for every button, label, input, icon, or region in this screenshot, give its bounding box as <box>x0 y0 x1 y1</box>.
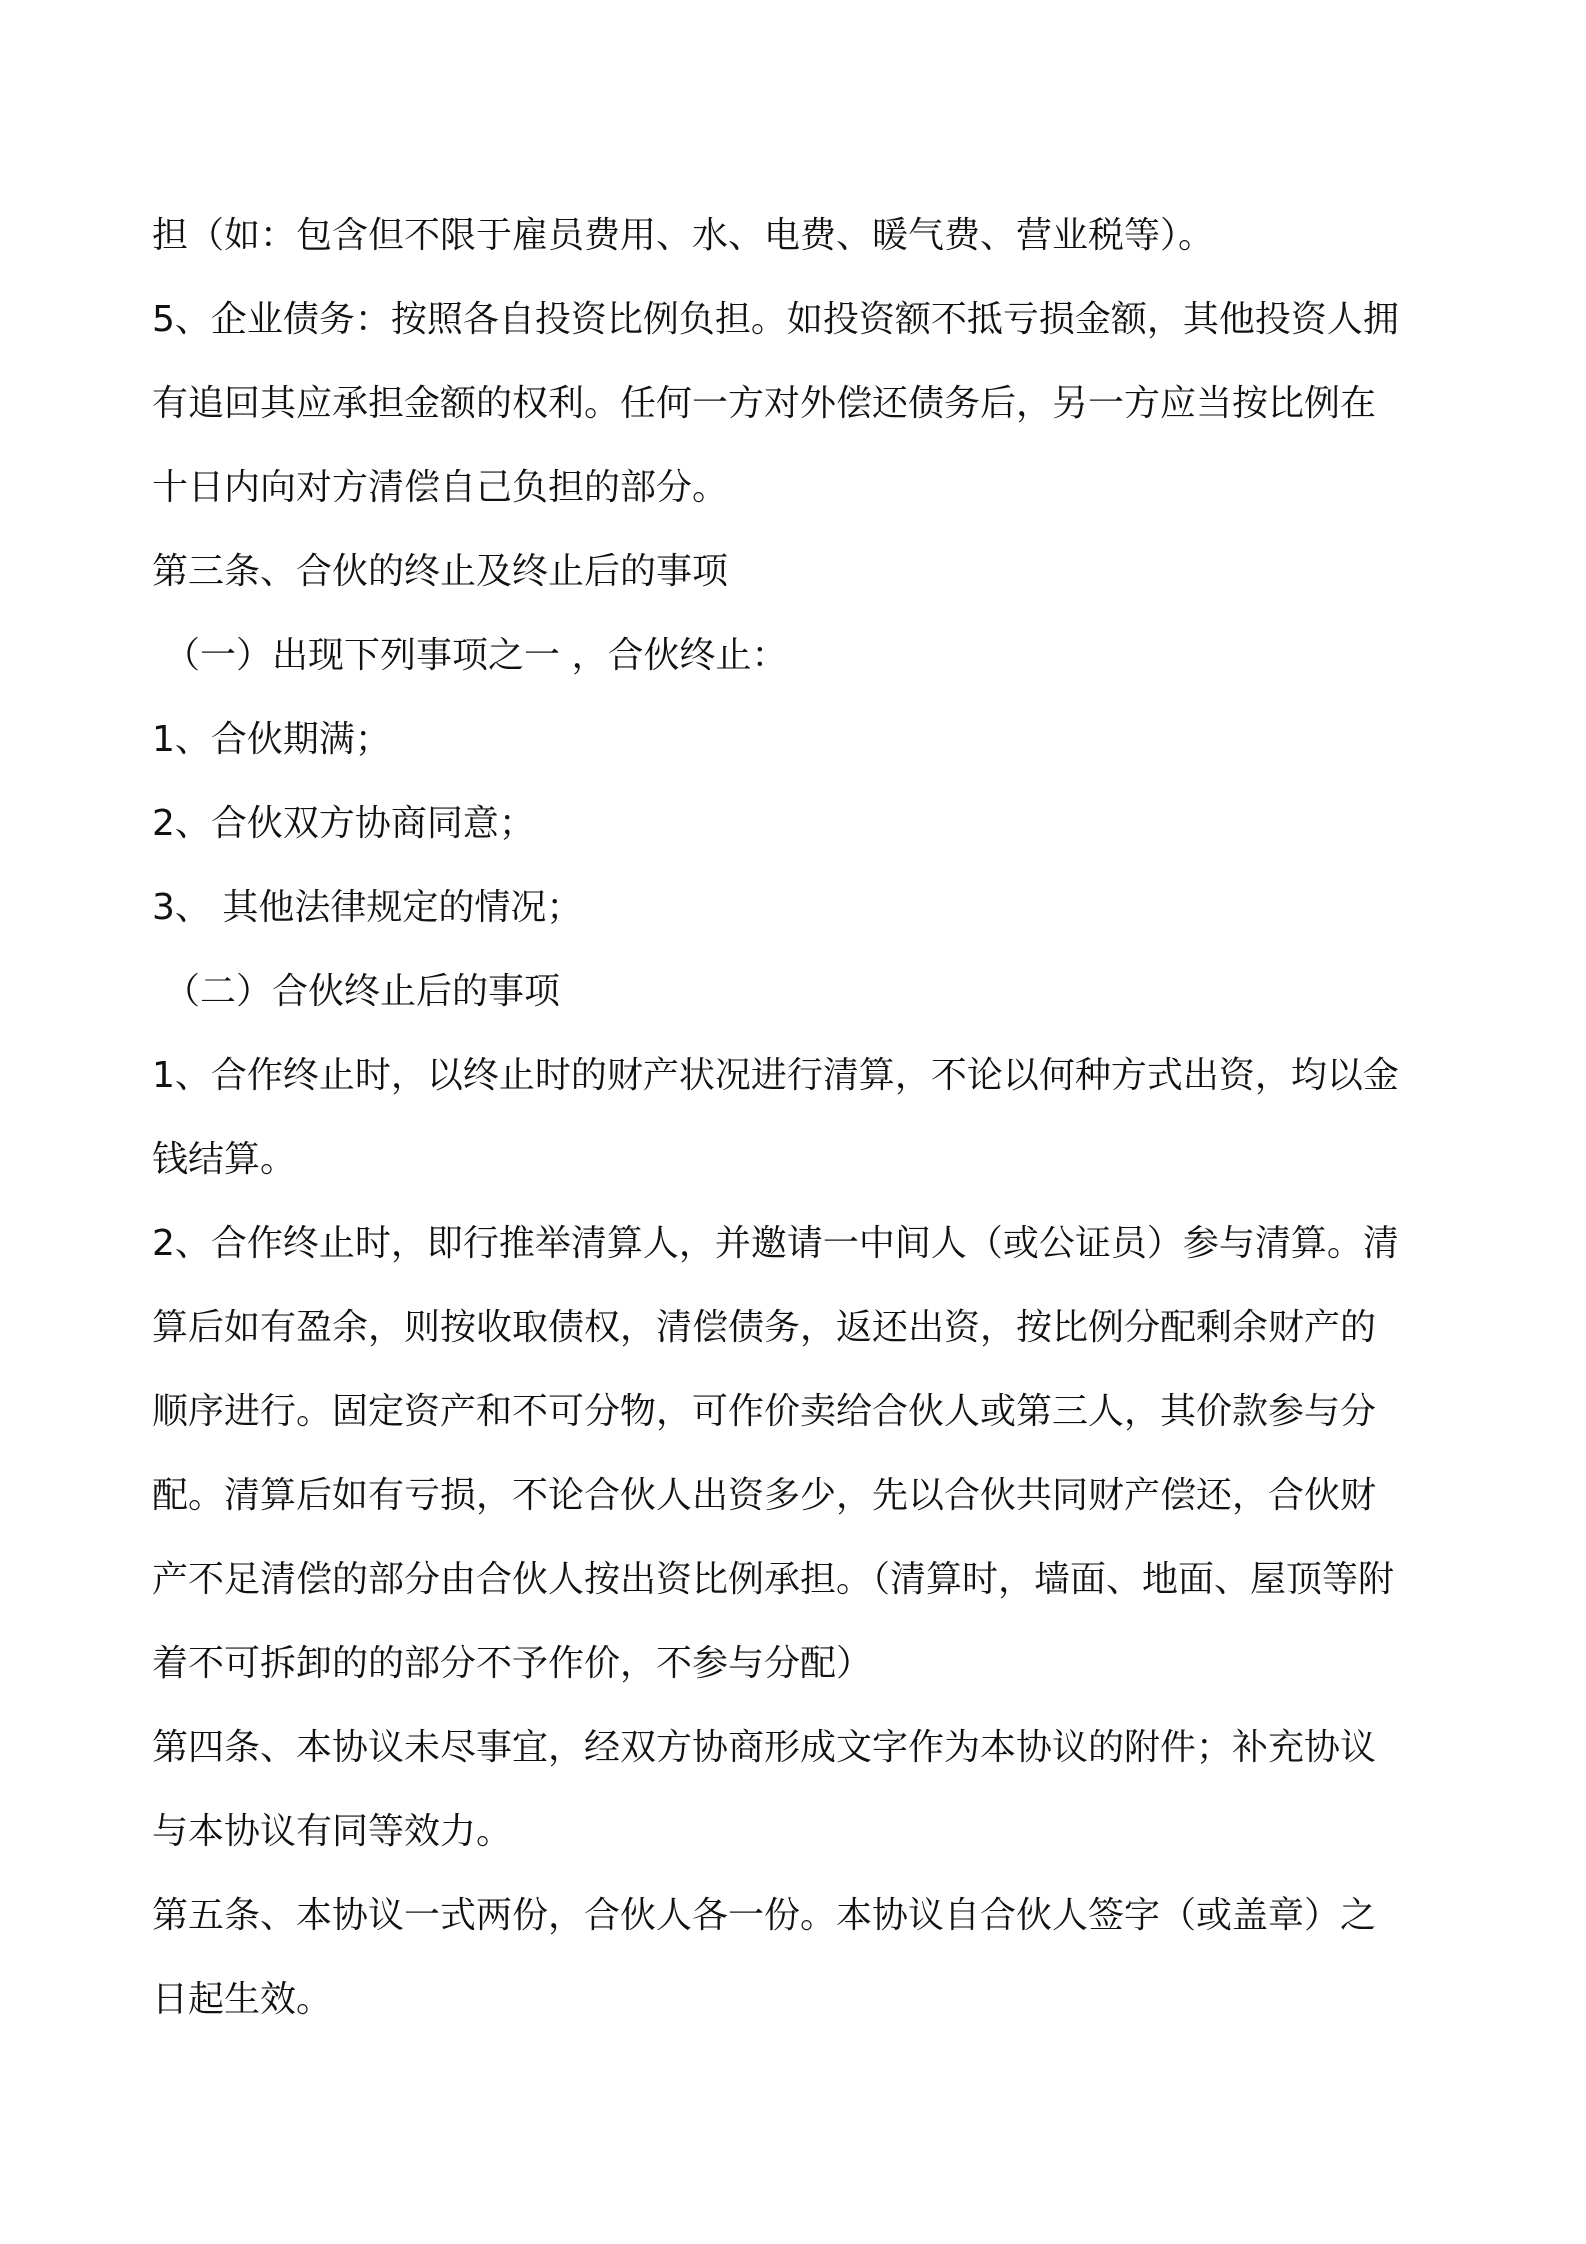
section-heading: 第四条、本协议未尽事宜，经双方协商形成文字作为本协议的附件；补充协议 <box>152 1727 1377 1768</box>
text-line: 十日内向对方清偿自己负担的部分。 <box>152 467 729 508</box>
text-line: 5、企业债务：按照各自投资比例负担。如投资额不抵亏损金额，其他投资人拥 <box>152 299 1399 340</box>
subsection-heading: （一）出现下列事项之一 ，合伙终止： <box>164 635 788 676</box>
text-line: 1、合作终止时，以终止时的财产状况进行清算，不论以何种方式出资，均以金 <box>152 1055 1399 1096</box>
text-line: 担（如：包含但不限于雇员费用、水、电费、暖气费、营业税等）。 <box>152 215 1215 256</box>
text-line: 与本协议有同等效力。 <box>152 1811 513 1852</box>
section-heading: 第三条、合伙的终止及终止后的事项 <box>152 551 729 592</box>
document-body <box>152 194 1452 2042</box>
text-line: 钱结算。 <box>152 1139 297 1180</box>
list-item: 3、 其他法律规定的情况； <box>152 887 583 928</box>
text-line: 着不可拆卸的的部分不予作价，不参与分配） <box>152 1643 873 1684</box>
text-line: 2、合作终止时，即行推举清算人，并邀请一中间人（或公证员）参与清算。清 <box>152 1223 1399 1264</box>
text-line: 产不足清偿的部分由合伙人按出资比例承担。（清算时，墙面、地面、屋顶等附 <box>152 1559 1395 1600</box>
section-heading: 第五条、本协议一式两份，合伙人各一份。本协议自合伙人签字（或盖章）之 <box>152 1895 1377 1936</box>
list-item: 2、合伙双方协商同意； <box>152 803 535 844</box>
text-line: 顺序进行。固定资产和不可分物，可作价卖给合伙人或第三人，其价款参与分 <box>152 1391 1377 1432</box>
list-item: 1、合伙期满； <box>152 719 391 760</box>
text-line: 有追回其应承担金额的权利。任何一方对外偿还债务后，另一方应当按比例在 <box>152 383 1377 424</box>
text-line: 日起生效。 <box>152 1979 333 2020</box>
subsection-heading: （二）合伙终止后的事项 <box>164 971 561 1012</box>
text-line: 算后如有盈余，则按收取债权，清偿债务，返还出资，按比例分配剩余财产的 <box>152 1307 1377 1348</box>
text-line: 配。清算后如有亏损，不论合伙人出资多少，先以合伙共同财产偿还，合伙财 <box>152 1475 1377 1516</box>
